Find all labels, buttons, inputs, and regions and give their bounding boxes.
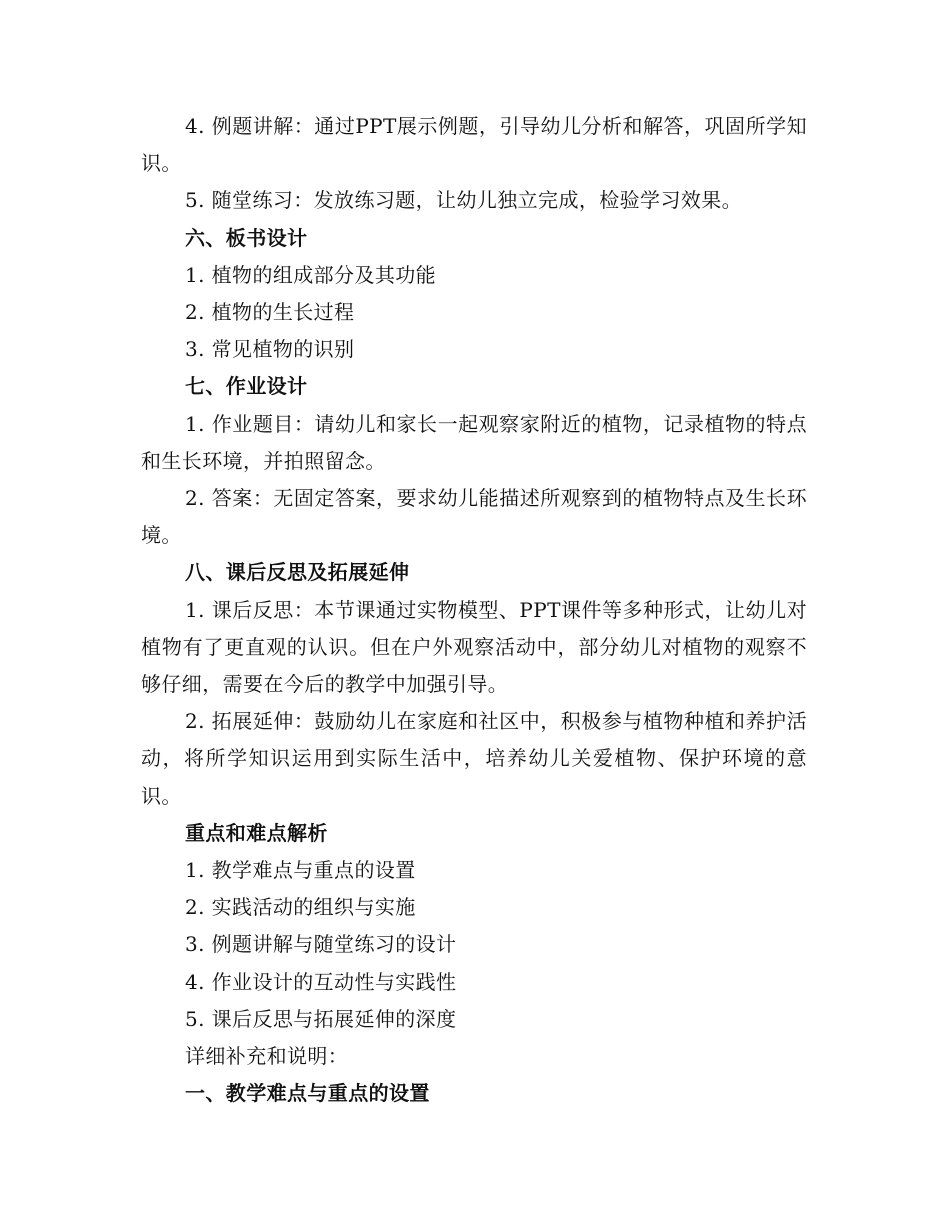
paragraph-classroom-practice: 5. 随堂练习：发放练习题，让幼儿独立完成，检验学习效果。 (185, 188, 743, 213)
paragraph-reflection: 1. 课后反思：本节课通过实物模型、PPT课件等多种形式，让幼儿对植物有了更直观的认识。但在户外观察活动中，部分幼儿对植物的观察不够仔细，需要在今后的教学中加强引导。 (141, 597, 807, 697)
paragraph-detail-intro: 详细补充和说明： (185, 1044, 349, 1069)
document-body (141, 108, 807, 1112)
section-heading-blackboard-design: 六、板书设计 (185, 225, 308, 250)
paragraph-homework-answer: 2. 答案：无固定答案，要求幼儿能描述所观察到的植物特点及生长环境。 (141, 486, 807, 548)
list-item: 1. 教学难点与重点的设置 (185, 858, 416, 883)
section-heading-reflection-extension: 八、课后反思及拓展延伸 (185, 560, 410, 585)
list-item: 2. 植物的生长过程 (185, 300, 355, 325)
list-item: 4. 作业设计的互动性与实践性 (185, 969, 457, 994)
section-heading-difficulty-setting: 一、教学难点与重点的设置 (185, 1081, 430, 1106)
list-item: 5. 课后反思与拓展延伸的深度 (185, 1006, 457, 1031)
paragraph-homework-topic: 1. 作业题目：请幼儿和家长一起观察家附近的植物，记录植物的特点和生长环境，并拍照留念。 (141, 411, 807, 473)
section-heading-homework-design: 七、作业设计 (185, 374, 308, 399)
paragraph-extension: 2. 拓展延伸：鼓励幼儿在家庭和社区中，积极参与植物种植和养护活动，将所学知识运用到实际生活中，培养幼儿关爱植物、保护环境的意识。 (141, 709, 807, 808)
section-heading-key-points-analysis: 重点和难点解析 (185, 820, 328, 845)
list-item: 1. 植物的组成部分及其功能 (185, 262, 437, 287)
paragraph-example-explanation: 4. 例题讲解：通过PPT展示例题，引导幼儿分析和解答，巩固所学知识。 (141, 114, 807, 176)
list-item: 3. 例题讲解与随堂练习的设计 (185, 932, 457, 957)
list-item: 3. 常见植物的识别 (185, 337, 355, 362)
list-item: 2. 实践活动的组织与实施 (185, 895, 416, 920)
